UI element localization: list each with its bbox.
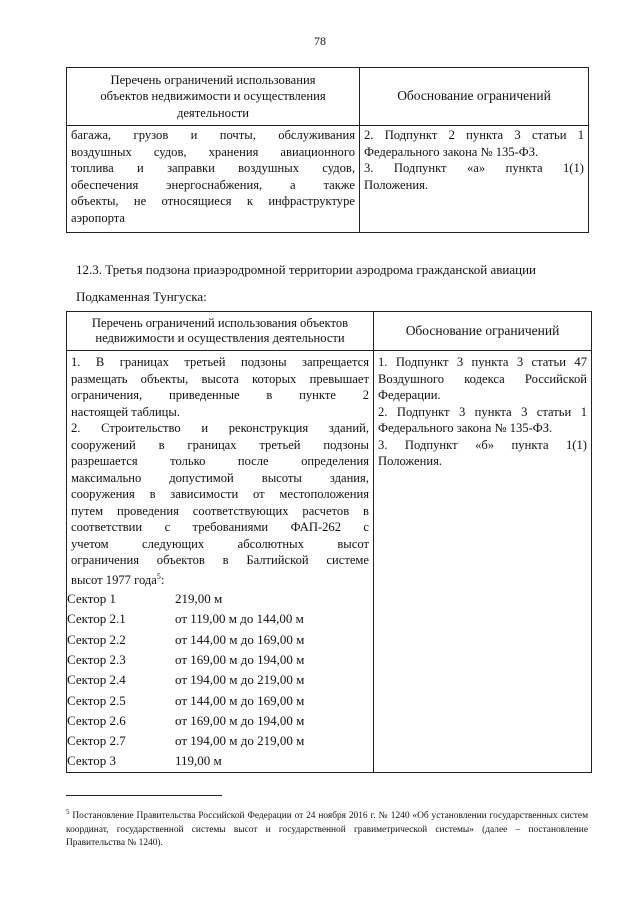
table2-left-line: соответствии с требованиями ФАП-262 с bbox=[71, 520, 369, 534]
sector-name: Сектор 2.2 bbox=[67, 631, 126, 647]
sector-name: Сектор 2.6 bbox=[67, 712, 126, 728]
table1-right-line: 2. Подпункт 2 пункта 3 статьи 1 bbox=[364, 128, 584, 142]
section-heading: 12.3. Третья подзона приаэродромной территории аэродрома гражданской авиации bbox=[76, 262, 536, 277]
table1-left-line: объекты, не относящиеся к инфраструктуре bbox=[71, 194, 355, 208]
table2-right-line: Положения. bbox=[378, 454, 443, 468]
table2-right-line: Федерального закона № 135-ФЗ. bbox=[378, 421, 553, 435]
third-subzone-table bbox=[66, 311, 592, 773]
table1-left-line: топлива и заправки воздушных судов, bbox=[71, 161, 355, 175]
sector-value: от 144,00 м до 169,00 м bbox=[175, 692, 305, 708]
footnote-number: 5 bbox=[66, 808, 70, 816]
restrictions-table-continued bbox=[66, 67, 589, 233]
table2-right-cell bbox=[374, 351, 592, 773]
table2-header-right: Обоснование ограничений bbox=[374, 312, 592, 351]
sector-row bbox=[67, 609, 369, 629]
table1-left-line: аэропорта bbox=[71, 210, 126, 225]
table2-left-line: 1. В границах третьей подзоны запрещается bbox=[71, 355, 369, 369]
table2-right-line: 1. Подпункт 3 пункта 3 статьи 47 bbox=[378, 355, 587, 369]
section-heading-continued: Подкаменная Тунгуска: bbox=[76, 289, 207, 304]
sector-row bbox=[67, 670, 369, 690]
table2-left-cell bbox=[67, 351, 374, 773]
sector-row bbox=[67, 630, 369, 650]
sector-name: Сектор 2.4 bbox=[67, 672, 126, 688]
table2-right-line: Воздушного кодекса Российской bbox=[378, 371, 587, 386]
sector-row bbox=[67, 650, 369, 670]
table2-right-line: Федерации. bbox=[378, 388, 441, 402]
table2-left-line: 2. Строительство и реконструкция зданий, bbox=[71, 421, 369, 435]
sector-name: Сектор 3 bbox=[67, 753, 117, 769]
sector-value: от 144,00 м до 169,00 м bbox=[175, 631, 305, 647]
sector-row bbox=[67, 711, 369, 731]
table2-left-line: сооружений в границах третьей подзоны bbox=[71, 437, 369, 452]
footnote-separator bbox=[66, 795, 222, 796]
table2-left-line: настоящей таблицы. bbox=[71, 404, 180, 419]
sector-value: от 194,00 м до 219,00 м bbox=[175, 672, 305, 688]
sector-value: от 119,00 м до 144,00 м bbox=[175, 611, 304, 627]
last-line-text: высот 1977 года bbox=[71, 572, 157, 587]
sector-value: от 169,00 м до 194,00 м bbox=[175, 712, 305, 728]
table2-header-left: Перечень ограничений использования объектов недвижимости и осуществления деятельности bbox=[67, 312, 374, 351]
table1-right-line: Положения. bbox=[364, 177, 429, 192]
sector-row bbox=[67, 589, 369, 609]
sector-name: Сектор 2.5 bbox=[67, 692, 126, 708]
table2-left-line: разрешается только после определения bbox=[71, 454, 369, 468]
table1-right-line: Федерального закона № 135-ФЗ. bbox=[364, 144, 539, 159]
table2-left-line: размещать объекты, высота которых превышает bbox=[71, 371, 369, 386]
table1-right-line: 3. Подпункт «а» пункта 1(1) bbox=[364, 161, 584, 175]
table2-right-line: 3. Подпункт «б» пункта 1(1) bbox=[378, 437, 587, 452]
footnote-text: Постановление Правительства Российской Федерации от 24 ноября 2016 г. № 1240 «Об установлении государственных систем координат, государственной системы высот и государственной гравиметрической системы» (далее – постановление Правительства № 1240). bbox=[66, 811, 588, 849]
sector-list bbox=[67, 589, 369, 772]
table2-right-line: 2. Подпункт 3 пункта 3 статьи 1 bbox=[378, 404, 587, 419]
table2-left-line: учетом следующих абсолютных высот bbox=[71, 536, 369, 551]
table2-left-line: путем проведения соответствующих расчетов в bbox=[71, 503, 369, 518]
footnote-ref: 5 bbox=[156, 571, 161, 581]
table2-left-line: ограничения, приведенные в пункте 2 bbox=[71, 388, 369, 402]
table1-left-line: воздушных судов, хранения авиационного bbox=[71, 144, 355, 159]
table1-header-right: Обоснование ограничений bbox=[360, 68, 589, 126]
table2-left-line: ограничения объектов в Балтийской системе bbox=[71, 553, 369, 567]
table1-row-left bbox=[67, 126, 360, 233]
sector-name: Сектор 2.7 bbox=[67, 733, 126, 749]
sector-value: от 194,00 м до 219,00 м bbox=[175, 733, 305, 749]
sector-value: от 169,00 м до 194,00 м bbox=[175, 651, 305, 667]
table1-left-line: багажа, грузов и почты, обслуживания bbox=[71, 128, 355, 142]
table2-left-line-last bbox=[71, 569, 369, 589]
table2-left-line: сооружения в зависимости от местоположения bbox=[71, 487, 369, 501]
sector-value: 219,00 м bbox=[175, 591, 223, 607]
table1-header-left: Перечень ограничений использования объектов недвижимости и осуществления деятельности bbox=[67, 68, 360, 126]
sector-name: Сектор 2.3 bbox=[67, 651, 126, 667]
sector-name: Сектор 1 bbox=[67, 591, 117, 607]
table1-row-right bbox=[360, 126, 589, 233]
sector-row bbox=[67, 752, 369, 772]
table2-left-line: максимально допустимой высоты здания, bbox=[71, 470, 369, 485]
footnote bbox=[66, 806, 588, 851]
sector-name: Сектор 2.1 bbox=[67, 611, 126, 627]
sector-value: 119,00 м bbox=[175, 753, 222, 769]
sector-row bbox=[67, 731, 369, 751]
sector-row bbox=[67, 691, 369, 711]
page-number: 78 bbox=[314, 34, 326, 48]
table1-left-line: обеспечения энергоснабжения, а также bbox=[71, 177, 355, 192]
last-line-suffix: : bbox=[160, 572, 165, 587]
